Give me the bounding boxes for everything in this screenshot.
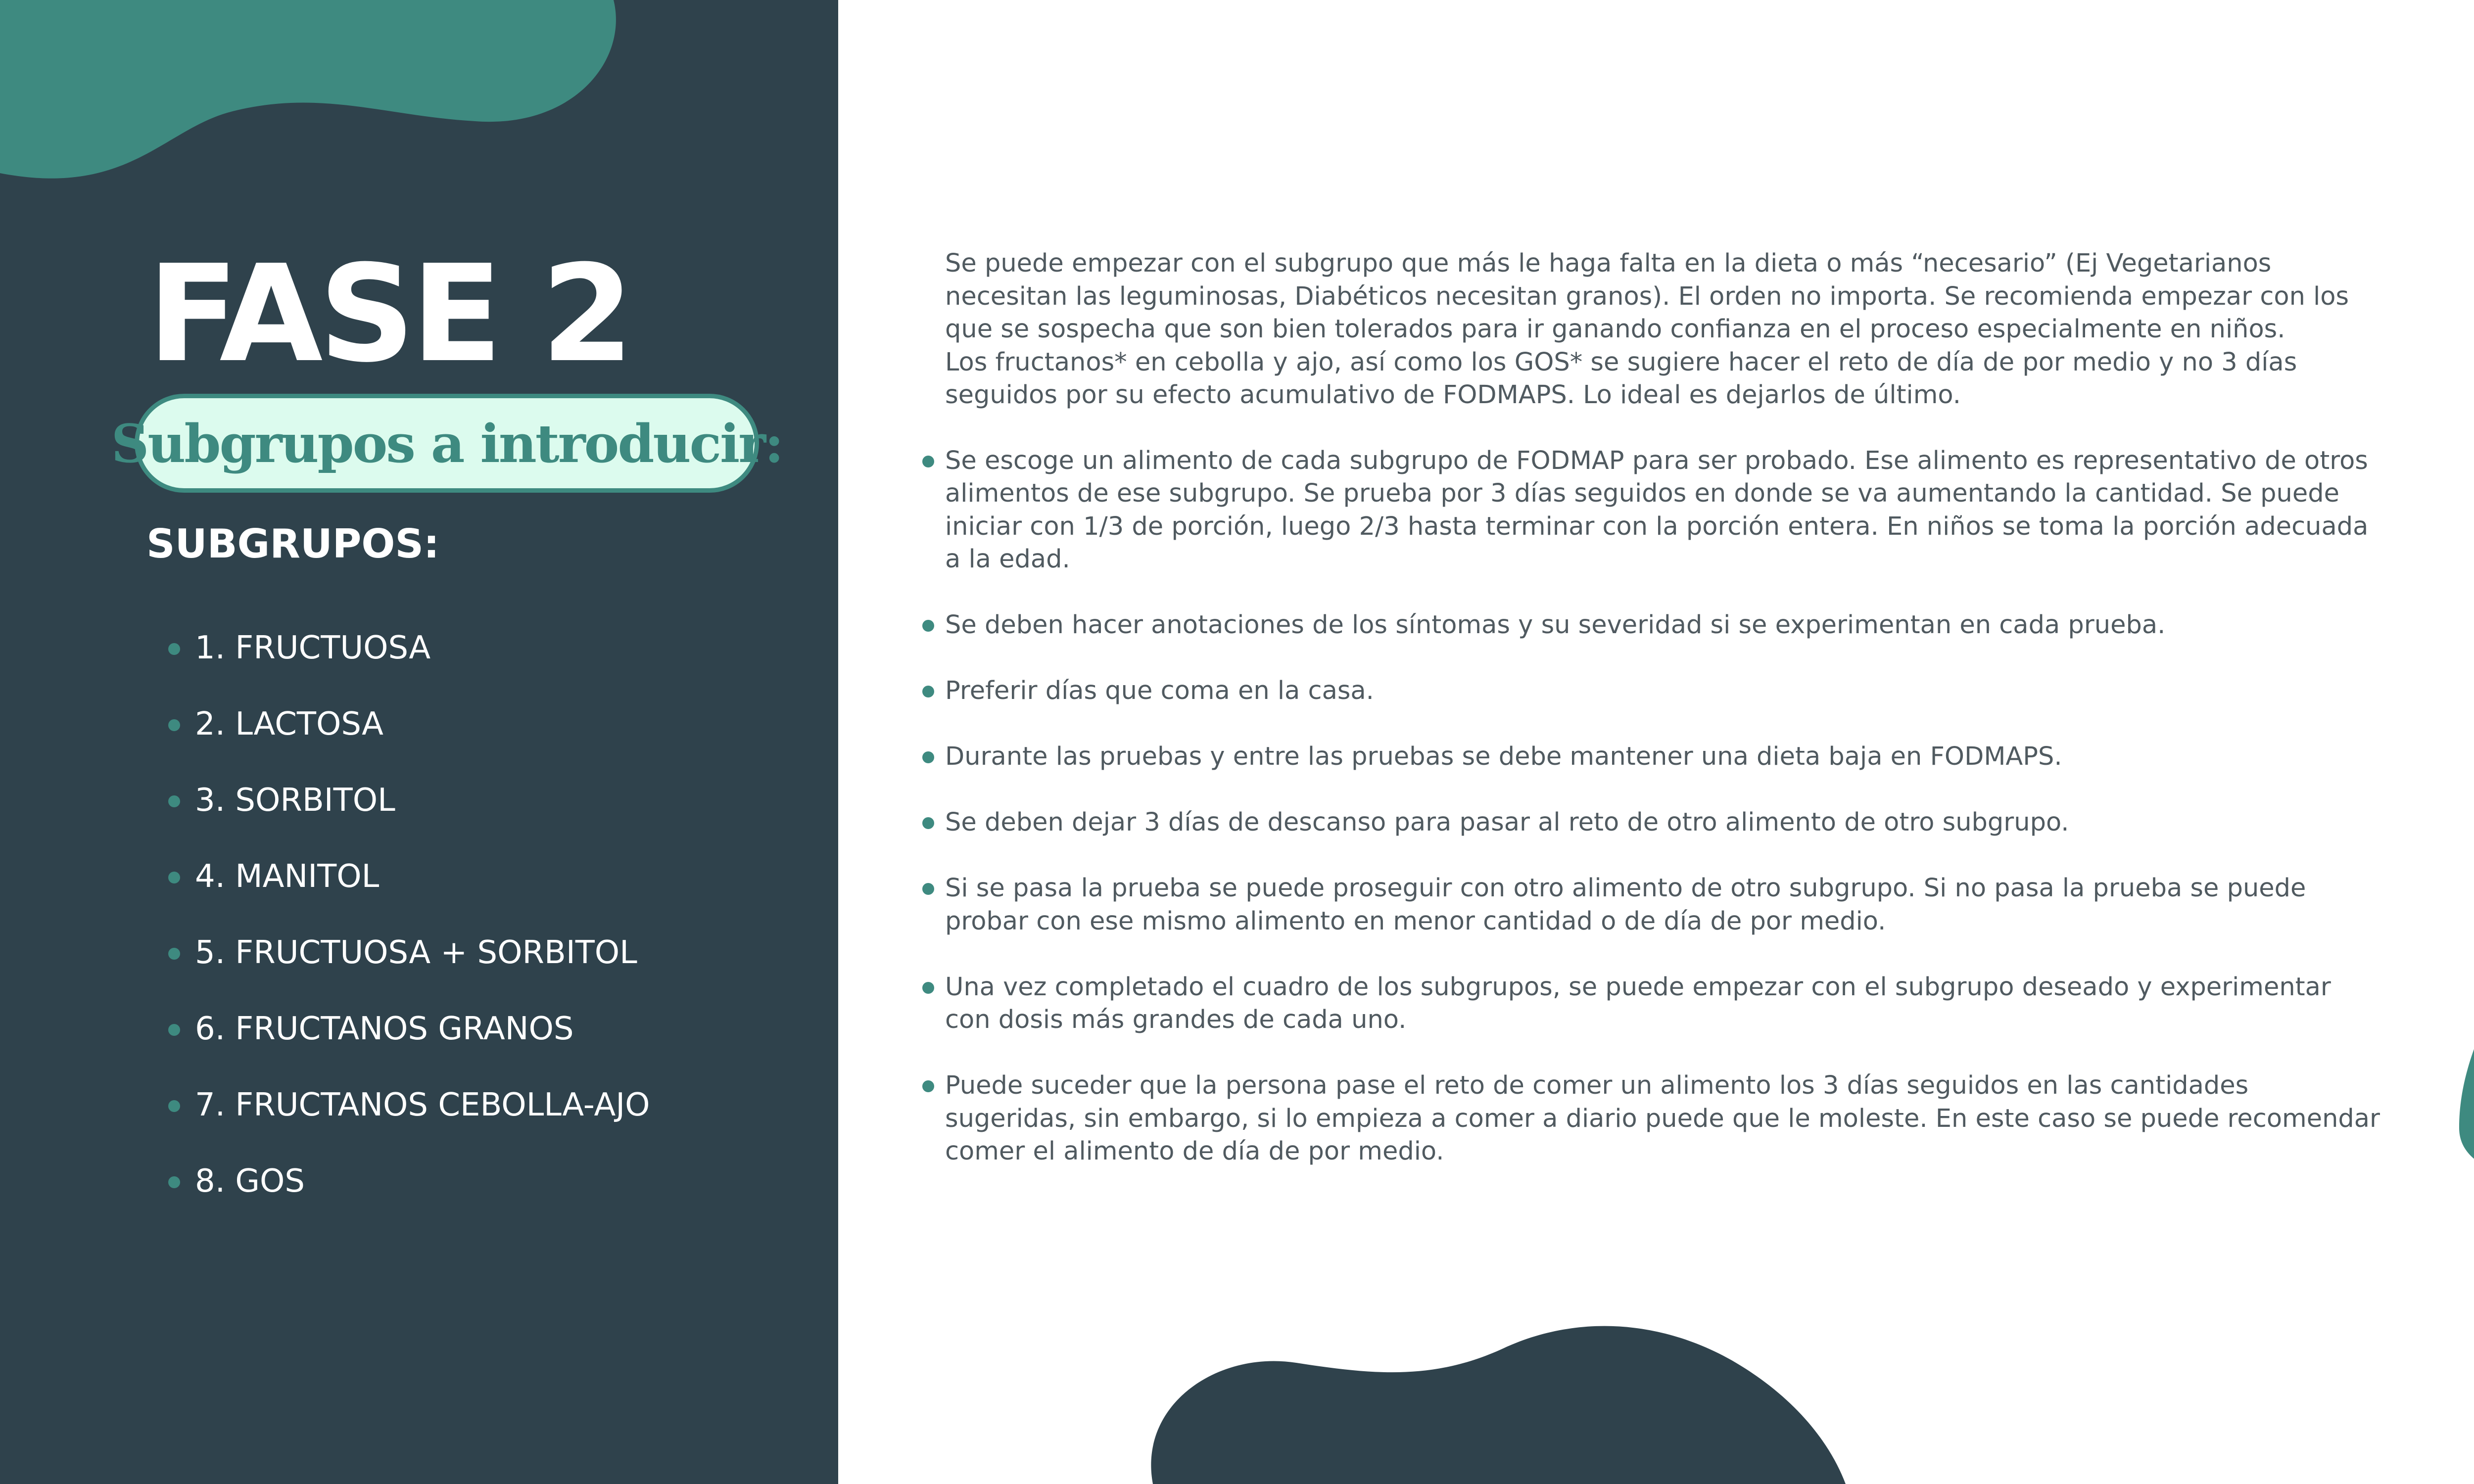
- bullet-icon: [922, 456, 934, 467]
- bullet-icon: [922, 883, 934, 895]
- bullet-icon: [168, 948, 180, 960]
- subgroup-item: [163, 847, 650, 923]
- instruction-item: [945, 872, 2380, 938]
- instruction-item: [945, 609, 2380, 642]
- bullet-icon: [922, 817, 934, 829]
- bullet-icon: [168, 719, 180, 731]
- subgroup-item: [163, 1075, 650, 1152]
- bullet-icon: [168, 872, 180, 883]
- slide-title: FASE 2: [147, 236, 630, 392]
- instruction-text: Si se pasa la prueba se puede proseguir con otro alimento de otro subgrupo. Si no pasa la prueba se puede probar con ese mismo alimento en menor cantidad o de día de por medio.: [945, 874, 2306, 936]
- bullet-icon: [168, 1024, 180, 1036]
- bullet-icon: [168, 1100, 180, 1112]
- subgroup-label: 8. GOS: [195, 1163, 305, 1200]
- instruction-text: Preferir días que coma en la casa.: [945, 676, 1374, 705]
- subgroup-label: 1. FRUCTUOSA: [195, 630, 431, 666]
- intro-paragraph: Se puede empezar con el subgrupo que más le haga falta en la dieta o más “necesario” (Ej Vegetarianos necesitan las leguminosas, Diabéticos necesitan granos). El orden no importa. Se recomienda empezar con los que se sospecha que son bien tolerados para ir ganando confianza en el proceso especialmente en niños.: [945, 249, 2349, 344]
- instruction-text: Una vez completado el cuadro de los subgrupos, se puede empezar con el subgrupo deseado y experimentar con dosis más grandes de cada uno.: [945, 972, 2331, 1034]
- instruction-text: Durante las pruebas y entre las pruebas se debe mantener una dieta baja en FODMAPS.: [945, 742, 2062, 771]
- instruction-item: [945, 675, 2380, 708]
- subgroup-label: 5. FRUCTUOSA + SORBITOL: [195, 934, 637, 971]
- subgroup-item: [163, 1152, 650, 1228]
- subgroups-heading: SUBGRUPOS:: [146, 521, 440, 567]
- subgroup-item: [163, 999, 650, 1075]
- subgroups-pill: [111, 394, 783, 493]
- bullet-icon: [168, 1176, 180, 1188]
- decorative-blob-top: [0, 0, 643, 188]
- instruction-text: Se deben dejar 3 días de descanso para pasar al reto de otro alimento de otro subgrupo.: [945, 808, 2069, 837]
- bullet-icon: [922, 1080, 934, 1092]
- bullet-icon: [168, 643, 180, 655]
- instruction-item: [945, 1069, 2380, 1168]
- subgroup-item: [163, 923, 650, 999]
- subgroup-item: [163, 771, 650, 847]
- instruction-item: [945, 741, 2380, 774]
- subgroup-label: 7. FRUCTANOS CEBOLLA-AJO: [195, 1087, 650, 1123]
- subgroup-item: [163, 695, 650, 771]
- instruction-item: [945, 445, 2380, 576]
- instruction-item: [945, 806, 2380, 839]
- instruction-text: Puede suceder que la persona pase el reto de comer un alimento los 3 días seguidos en las cantidades sugeridas, sin embargo, si lo empieza a comer a diario puede que le moleste. En este caso se puede recomendar comer el alimento de día de por medio.: [945, 1071, 2380, 1166]
- instructions-list: [945, 445, 2380, 1168]
- bullet-icon: [168, 795, 180, 807]
- bullet-icon: [922, 751, 934, 763]
- subgroup-label: 2. LACTOSA: [195, 706, 383, 742]
- left-panel: [0, 0, 838, 1484]
- instruction-item: [945, 971, 2380, 1037]
- bullet-icon: [922, 982, 934, 994]
- decorative-blob-right: [2454, 247, 2474, 1197]
- subgroup-item: [163, 618, 650, 695]
- subgroups-list: [163, 618, 650, 1228]
- content-area: [945, 247, 2380, 1201]
- bullet-icon: [922, 620, 934, 632]
- intro-paragraph: Los fructanos* en cebolla y ajo, así como los GOS* se sugiere hacer el reto de día de por medio y no 3 días seguidos por su efecto acumulativo de FODMAPS. Lo ideal es dejarlos de último.: [945, 347, 2297, 410]
- instruction-text: Se deben hacer anotaciones de los síntomas y su severidad si se experimentan en cada prueba.: [945, 610, 2166, 640]
- bullet-icon: [922, 686, 934, 697]
- subgroup-label: 6. FRUCTANOS GRANOS: [195, 1011, 574, 1047]
- decorative-blob-bottom: [1138, 1316, 1856, 1484]
- instruction-text: Se escoge un alimento de cada subgrupo de FODMAP para ser probado. Ese alimento es representativo de otros alimentos de ese subgrupo. Se prueba por 3 días seguidos en donde se va aumentando la cantidad. Se puede iniciar con 1/3 de porción, luego 2/3 hasta terminar con la porción entera. En niños se toma la porción adecuada a la edad.: [945, 446, 2369, 574]
- pill-label: Subgrupos a introducir:: [111, 412, 783, 474]
- subgroup-label: 3. SORBITOL: [195, 782, 395, 819]
- subgroup-label: 4. MANITOL: [195, 858, 380, 895]
